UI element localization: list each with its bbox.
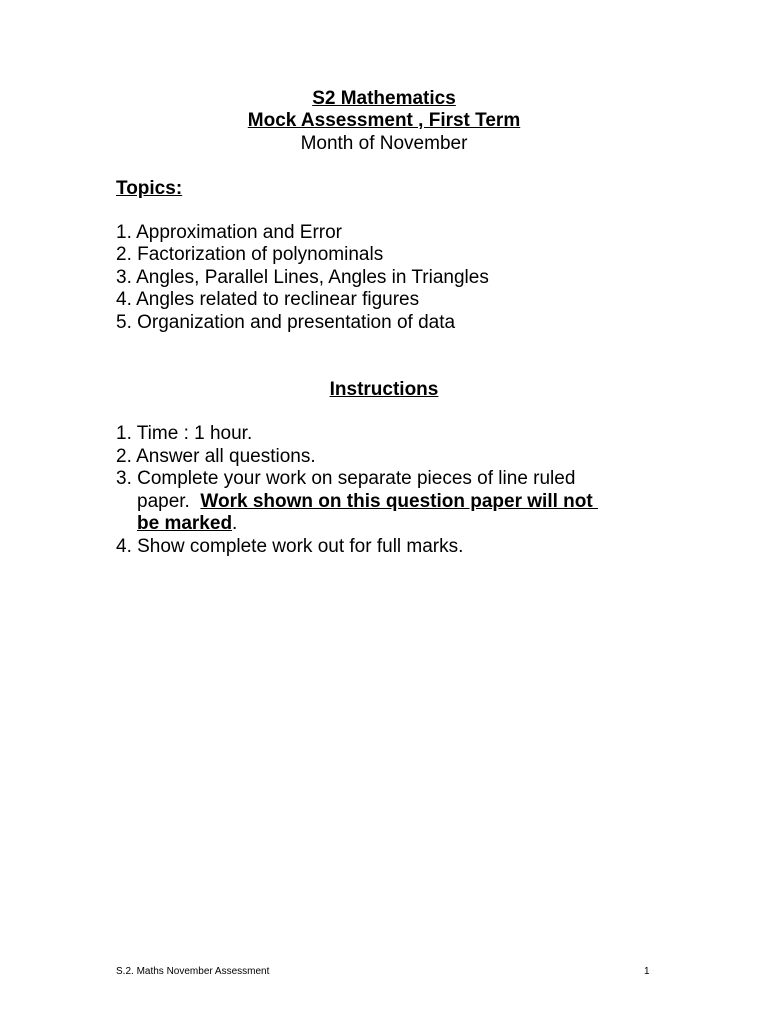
instruction-item-2: 2. Answer all questions. xyxy=(116,446,316,467)
document-title: S2 Mathematics xyxy=(312,88,456,109)
topics-heading: Topics: xyxy=(116,178,183,199)
topic-item-4: 4. Angles related to reclinear figures xyxy=(116,289,420,310)
instruction-item-1: 1. Time : 1 hour. xyxy=(116,423,253,444)
instructions-heading: Instructions xyxy=(329,379,439,400)
document-subtitle: Mock Assessment , First Term xyxy=(247,110,521,131)
instruction-item-3-prefix: paper. xyxy=(137,491,201,512)
topic-item-2: 2. Factorization of polynominals xyxy=(116,244,384,265)
topic-item-5: 5. Organization and presentation of data xyxy=(116,312,456,333)
footer-title: S.2. Maths November Assessment xyxy=(116,966,270,977)
footer-page-number: 1 xyxy=(644,966,650,977)
topic-item-1: 1. Approximation and Error xyxy=(116,222,343,243)
instruction-item-3-line-1: 3. Complete your work on separate pieces of line ruled xyxy=(116,468,576,489)
instruction-item-3-suffix: . xyxy=(232,513,238,534)
instruction-warning-part-1: Work shown on this question paper will not xyxy=(200,491,598,512)
instruction-item-3-line-2 xyxy=(137,491,598,513)
instruction-item-4: 4. Show complete work out for full marks. xyxy=(116,536,464,557)
instruction-item-3-line-3 xyxy=(137,513,237,535)
topic-item-3: 3. Angles, Parallel Lines, Angles in Triangles xyxy=(116,267,489,288)
instruction-warning-part-2: be marked xyxy=(137,513,233,534)
document-month: Month of November xyxy=(300,133,468,154)
